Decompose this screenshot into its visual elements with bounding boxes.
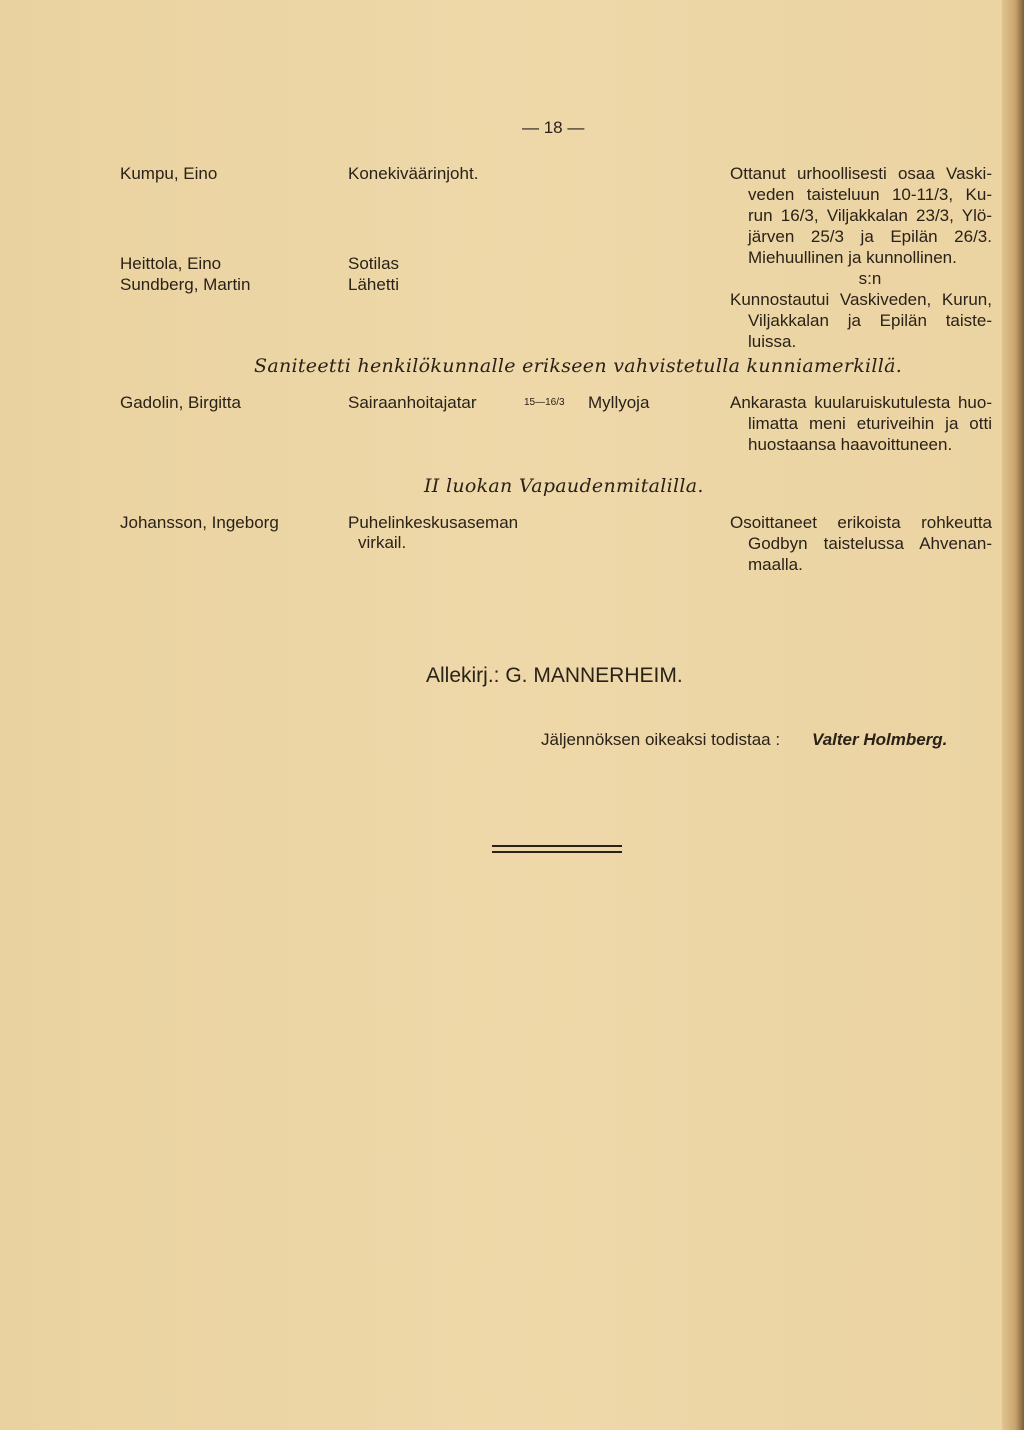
certifier-signature: Valter Holmberg. <box>812 730 948 749</box>
desc-line: järven 25/3 ja Epilän 26/3. <box>748 227 992 246</box>
description-gadolin <box>730 392 992 455</box>
desc-line: Kunnostautui Vaskiveden, Kurun, <box>730 290 992 309</box>
place-gadolin: Myllyoja <box>588 393 650 412</box>
desc-line: Viljakkalan ja Epilän taiste- <box>748 311 992 330</box>
role-heittola: Sotilas <box>348 254 400 273</box>
signature-line: Allekirj.: G. MANNERHEIM. <box>426 664 683 687</box>
name-kumpu: Kumpu, Eino <box>120 164 218 183</box>
desc-line: Ottanut urhoollisesti osaa Vaski- <box>730 164 992 183</box>
name-johansson: Johansson, Ingeborg <box>120 513 279 532</box>
description-top <box>730 163 992 352</box>
desc-line: Ankarasta kuularuiskutulesta huo- <box>730 393 992 412</box>
desc-line: luissa. <box>748 332 797 351</box>
role-gadolin: Sairaanhoitajatar <box>348 393 477 412</box>
desc-line: huostaansa haavoittuneen. <box>748 435 953 454</box>
name-gadolin: Gadolin, Birgitta <box>120 393 241 412</box>
role-johansson-line1: Puhelinkeskusaseman <box>348 513 519 532</box>
role-kumpu: Konekiväärinjoht. <box>348 164 479 183</box>
desc-line: run 16/3, Viljakkalan 23/3, Ylö- <box>748 206 992 225</box>
section-heading-sanitary: Saniteetti henkilökunnalle erikseen vahvistetulla kunniamerkillä. <box>254 355 903 377</box>
divider-rule-top <box>492 845 622 847</box>
desc-line: limatta meni eturiveihin ja otti <box>748 414 992 433</box>
certification-label: Jäljennöksen oikeaksi todistaa : <box>541 730 781 749</box>
desc-line: maalla. <box>748 555 803 574</box>
divider-rule-bottom <box>492 851 622 853</box>
role-sundberg: Lähetti <box>348 275 400 294</box>
desc-line: veden taisteluun 10-11/3, Ku- <box>748 185 992 204</box>
desc-line: Miehuullinen ja kunnollinen. <box>748 248 957 267</box>
desc-line: Godbyn taistelussa Ahvenan- <box>748 534 992 553</box>
page-edge-shadow <box>1002 0 1024 1430</box>
desc-line-ditto: s:n <box>858 269 882 288</box>
name-heittola: Heittola, Eino <box>120 254 222 273</box>
desc-line: Osoittaneet erikoista rohkeutta <box>730 513 992 532</box>
section-heading-medal: II luokan Vapaudenmitalilla. <box>424 475 704 497</box>
description-johansson <box>730 512 992 575</box>
name-sundberg: Sundberg, Martin <box>120 275 251 294</box>
page-number: — 18 — <box>522 118 585 137</box>
role-johansson-line2: virkail. <box>358 533 407 552</box>
date-gadolin: 15—16/3 <box>524 397 565 408</box>
